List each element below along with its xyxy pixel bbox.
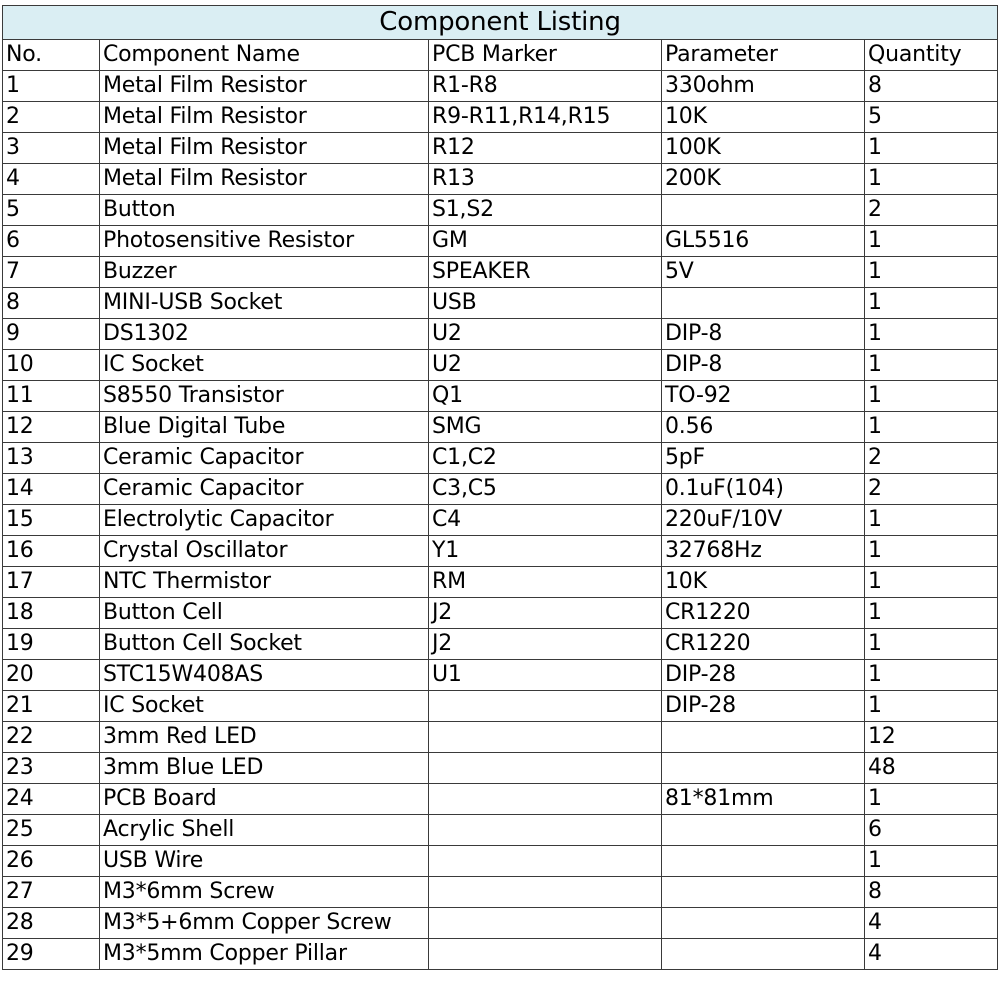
cell-no: 20 [3,660,100,691]
cell-no: 27 [3,877,100,908]
cell-quantity: 1 [865,660,998,691]
cell-pcb-marker: SMG [429,412,662,443]
cell-no: 26 [3,846,100,877]
table-row [3,505,998,536]
cell-no: 6 [3,226,100,257]
table-row [3,784,998,815]
cell-pcb-marker: J2 [429,629,662,660]
cell-parameter: DIP-8 [662,319,865,350]
table-row [3,412,998,443]
cell-quantity: 4 [865,908,998,939]
table-row [3,877,998,908]
header-no: No. [3,40,100,71]
cell-no: 21 [3,691,100,722]
table-row [3,753,998,784]
cell-quantity: 1 [865,319,998,350]
cell-no: 8 [3,288,100,319]
cell-quantity: 1 [865,381,998,412]
cell-no: 4 [3,164,100,195]
table-row [3,133,998,164]
cell-parameter: 5pF [662,443,865,474]
cell-no: 17 [3,567,100,598]
cell-component-name: 3mm Red LED [100,722,429,753]
cell-quantity: 1 [865,350,998,381]
cell-no: 10 [3,350,100,381]
cell-parameter: 0.56 [662,412,865,443]
cell-no: 23 [3,753,100,784]
cell-component-name: USB Wire [100,846,429,877]
component-listing-sheet [2,5,997,995]
table-body [3,71,998,970]
cell-component-name: Button [100,195,429,226]
cell-component-name: Ceramic Capacitor [100,474,429,505]
cell-quantity: 2 [865,443,998,474]
cell-quantity: 1 [865,412,998,443]
cell-quantity: 12 [865,722,998,753]
cell-no: 19 [3,629,100,660]
table-row [3,164,998,195]
cell-no: 22 [3,722,100,753]
table-row [3,722,998,753]
table-row [3,226,998,257]
cell-quantity: 1 [865,567,998,598]
header-quantity: Quantity [865,40,998,71]
table-row [3,815,998,846]
cell-component-name: NTC Thermistor [100,567,429,598]
cell-quantity: 1 [865,164,998,195]
cell-pcb-marker [429,939,662,970]
cell-quantity: 4 [865,939,998,970]
cell-parameter: 81*81mm [662,784,865,815]
cell-no: 11 [3,381,100,412]
cell-no: 28 [3,908,100,939]
header-parameter: Parameter [662,40,865,71]
cell-component-name: Blue Digital Tube [100,412,429,443]
cell-parameter: CR1220 [662,598,865,629]
cell-no: 9 [3,319,100,350]
cell-quantity: 1 [865,288,998,319]
cell-parameter [662,722,865,753]
cell-pcb-marker: R12 [429,133,662,164]
table-row [3,846,998,877]
cell-parameter: 5V [662,257,865,288]
cell-quantity: 8 [865,71,998,102]
cell-component-name: Metal Film Resistor [100,102,429,133]
cell-component-name: IC Socket [100,691,429,722]
cell-quantity: 1 [865,257,998,288]
cell-parameter [662,288,865,319]
cell-parameter [662,939,865,970]
cell-pcb-marker: R13 [429,164,662,195]
cell-pcb-marker [429,784,662,815]
table-row [3,195,998,226]
cell-component-name: 3mm Blue LED [100,753,429,784]
cell-pcb-marker: S1,S2 [429,195,662,226]
cell-quantity: 1 [865,629,998,660]
cell-pcb-marker: U1 [429,660,662,691]
cell-parameter [662,908,865,939]
component-table [2,5,998,970]
table-row [3,474,998,505]
cell-parameter: 10K [662,567,865,598]
cell-no: 13 [3,443,100,474]
cell-parameter: 0.1uF(104) [662,474,865,505]
cell-quantity: 1 [865,846,998,877]
cell-quantity: 1 [865,133,998,164]
cell-component-name: Button Cell Socket [100,629,429,660]
cell-pcb-marker: SPEAKER [429,257,662,288]
cell-quantity: 1 [865,505,998,536]
cell-component-name: Ceramic Capacitor [100,443,429,474]
cell-parameter: DIP-8 [662,350,865,381]
table-row [3,71,998,102]
cell-pcb-marker: J2 [429,598,662,629]
cell-no: 25 [3,815,100,846]
cell-quantity: 5 [865,102,998,133]
cell-quantity: 2 [865,474,998,505]
table-row [3,319,998,350]
cell-pcb-marker [429,908,662,939]
cell-pcb-marker: U2 [429,319,662,350]
cell-parameter [662,195,865,226]
cell-parameter [662,815,865,846]
cell-parameter: 100K [662,133,865,164]
table-row [3,443,998,474]
header-pcb-marker: PCB Marker [429,40,662,71]
cell-quantity: 1 [865,784,998,815]
cell-no: 3 [3,133,100,164]
table-row [3,629,998,660]
cell-parameter: 10K [662,102,865,133]
cell-component-name: Metal Film Resistor [100,71,429,102]
table-row [3,350,998,381]
cell-pcb-marker [429,753,662,784]
cell-component-name: Buzzer [100,257,429,288]
cell-no: 2 [3,102,100,133]
cell-component-name: Button Cell [100,598,429,629]
cell-no: 12 [3,412,100,443]
cell-component-name: STC15W408AS [100,660,429,691]
cell-component-name: Metal Film Resistor [100,164,429,195]
cell-quantity: 6 [865,815,998,846]
cell-pcb-marker: RM [429,567,662,598]
table-row [3,381,998,412]
table-row [3,691,998,722]
cell-no: 5 [3,195,100,226]
cell-component-name: S8550 Transistor [100,381,429,412]
cell-component-name: Electrolytic Capacitor [100,505,429,536]
cell-component-name: DS1302 [100,319,429,350]
cell-quantity: 1 [865,691,998,722]
cell-no: 18 [3,598,100,629]
cell-pcb-marker: C1,C2 [429,443,662,474]
cell-pcb-marker [429,877,662,908]
cell-quantity: 2 [865,195,998,226]
cell-pcb-marker: USB [429,288,662,319]
cell-pcb-marker: C4 [429,505,662,536]
table-row [3,257,998,288]
table-row [3,660,998,691]
cell-no: 29 [3,939,100,970]
cell-component-name: Acrylic Shell [100,815,429,846]
cell-pcb-marker: U2 [429,350,662,381]
cell-parameter [662,753,865,784]
cell-parameter [662,846,865,877]
cell-parameter: DIP-28 [662,691,865,722]
cell-quantity: 1 [865,536,998,567]
cell-parameter: GL5516 [662,226,865,257]
cell-component-name: Metal Film Resistor [100,133,429,164]
table-row [3,288,998,319]
table-row [3,598,998,629]
cell-quantity: 1 [865,598,998,629]
cell-component-name: Crystal Oscillator [100,536,429,567]
cell-parameter: 32768Hz [662,536,865,567]
cell-pcb-marker: R1-R8 [429,71,662,102]
cell-no: 15 [3,505,100,536]
cell-pcb-marker: R9-R11,R14,R15 [429,102,662,133]
cell-pcb-marker: C3,C5 [429,474,662,505]
cell-component-name: M3*5+6mm Copper Screw [100,908,429,939]
table-row [3,536,998,567]
cell-no: 7 [3,257,100,288]
cell-parameter: 200K [662,164,865,195]
cell-parameter [662,877,865,908]
table-title: Component Listing [3,6,998,40]
cell-quantity: 48 [865,753,998,784]
cell-no: 14 [3,474,100,505]
cell-pcb-marker: Q1 [429,381,662,412]
cell-quantity: 8 [865,877,998,908]
cell-parameter: 330ohm [662,71,865,102]
header-row [3,40,998,71]
cell-component-name: MINI-USB Socket [100,288,429,319]
cell-parameter: DIP-28 [662,660,865,691]
cell-component-name: M3*5mm Copper Pillar [100,939,429,970]
cell-quantity: 1 [865,226,998,257]
cell-pcb-marker [429,722,662,753]
table-row [3,908,998,939]
cell-parameter: CR1220 [662,629,865,660]
cell-pcb-marker [429,815,662,846]
cell-component-name: IC Socket [100,350,429,381]
cell-no: 1 [3,71,100,102]
cell-component-name: PCB Board [100,784,429,815]
cell-component-name: Photosensitive Resistor [100,226,429,257]
table-row [3,939,998,970]
cell-parameter: 220uF/10V [662,505,865,536]
table-row [3,102,998,133]
cell-pcb-marker [429,846,662,877]
table-row [3,567,998,598]
cell-pcb-marker: GM [429,226,662,257]
cell-no: 24 [3,784,100,815]
header-component-name: Component Name [100,40,429,71]
cell-pcb-marker: Y1 [429,536,662,567]
cell-pcb-marker [429,691,662,722]
cell-component-name: M3*6mm Screw [100,877,429,908]
title-row [3,6,998,40]
cell-parameter: TO-92 [662,381,865,412]
cell-no: 16 [3,536,100,567]
